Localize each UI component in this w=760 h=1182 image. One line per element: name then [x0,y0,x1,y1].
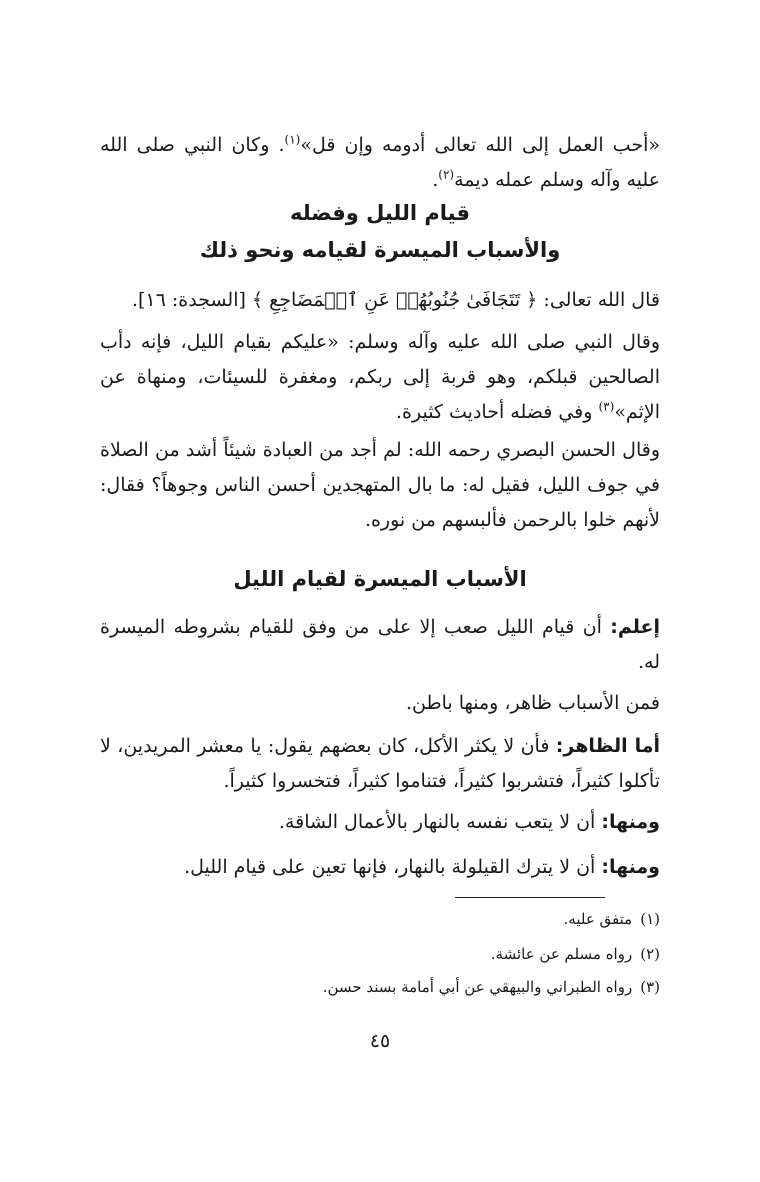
know-paragraph [100,610,660,680]
footnote-2-text: رواه مسلم عن عائشة. [490,945,633,963]
causes-text: فمن الأسباب ظاهر، ومنها باطن. [405,692,660,714]
apparent-causes-paragraph [100,729,660,799]
footnote-3 [100,975,660,999]
footnote-2 [100,942,660,966]
footnote-divider [455,897,605,898]
item-paragraph-1 [100,805,660,840]
item2-lead: ومنها: [601,856,660,878]
hasan-basri-text: وقال الحسن البصري رحمه الله: لم أجد من العبادة شيئاً أشد من الصلاة في جوف الليل، فقيل له: ما بال المتهجدين أحسن الناس وجوهاً؟ فقال: لأنهم خلوا بالرحمن فألبسهم من نوره. [100,439,660,531]
footnote-ref-1: (١) [284,132,301,147]
footnote-ref-3: (٣) [598,399,615,414]
know-text: أن قيام الليل صعب إلا على من وفق للقيام بشروطه الميسرة له. [100,616,660,673]
intro-quote: «أحب العمل إلى الله تعالى أدومه وإن قل» [300,134,660,156]
hadith-continuation: وفي فضله أحاديث كثيرة. [395,401,599,423]
footnote-1-text: متفق عليه. [563,910,633,928]
quran-verse-text: قال الله تعالى: ﴿ تَتَجَافَىٰ جُنُوبُهُمۡ عَنِ ٱلۡمَضَاجِعِ ﴾ [السجدة: ١٦]. [131,289,660,311]
footnote-3-number: (٣) [640,978,660,996]
know-lead: إعلم: [610,616,660,638]
page-number: ٤٥ [369,1030,391,1052]
footnote-1-number: (١) [640,910,660,928]
item1-lead: ومنها: [601,811,660,833]
section-heading-line2: والأسباب الميسرة لقيامه ونحو ذلك [199,238,561,262]
item1-text: أن لا يتعب نفسه بالنهار بالأعمال الشاقة. [278,811,602,833]
section-heading-line1: قيام الليل وفضله [290,201,470,225]
causes-paragraph [100,686,660,721]
intro-end: . [432,169,439,191]
subsection-heading: الأسباب الميسرة لقيام الليل [233,567,527,591]
hadith-text: وقال النبي صلى الله عليه وآله وسلم: «عليكم بقيام الليل، فإنه دأب الصالحين قبلكم، وهو قربة إلى ربكم، ومغفرة للسيئات، ومنهاة عن الإثم» [100,331,660,423]
intro-continuation: . وكان النبي صلى الله عليه وآله وسلم عمله ديمة [100,134,660,191]
hasan-basri-paragraph [100,433,660,538]
item-paragraph-2 [100,850,660,885]
apparent-lead: أما الظاهر: [555,735,661,757]
footnote-3-text: رواه الطبراني والبيهقي عن أبي أمامة بسند حسن. [322,978,633,996]
intro-paragraph [100,128,660,198]
footnote-1 [100,907,660,931]
hadith-paragraph [100,325,660,430]
quran-verse-paragraph [100,283,660,318]
footnote-2-number: (٢) [640,945,660,963]
footnote-ref-2: (٢) [438,167,455,182]
item2-text: أن لا يترك القيلولة بالنهار، فإنها تعين على قيام الليل. [184,856,602,878]
apparent-text: فأن لا يكثر الأكل، كان بعضهم يقول: يا معشر المريدين، لا تأكلوا كثيراً، فتشربوا كثيراً، فتناموا كثيراً، فتخسروا كثيراً. [100,735,660,792]
